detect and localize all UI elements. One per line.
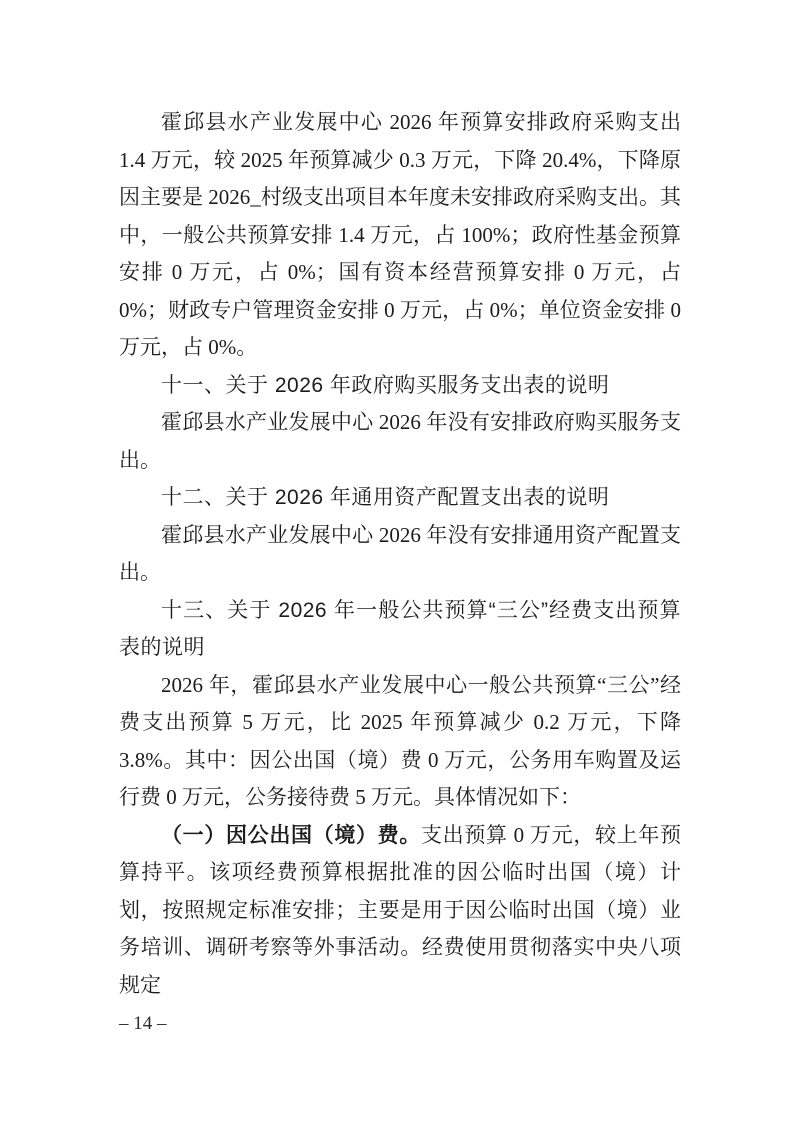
item-1-body: 支出预算 0 万元，较上年预算持平。该项经费预算根据批准的因公临时出国（境）计划，按照规定标准安排；主要是用于因公临时出国（境）业务培训、调研考察等外事活动。经费使用贯彻落实中央八项规定 [119,822,681,997]
heading-section-13: 十三、关于 2026 年一般公共预算“三公”经费支出预算表的说明 [119,598,681,659]
heading-section-12: 十二、关于 2026 年通用资产配置支出表的说明 [161,486,610,509]
paragraph-item-1-outbound-travel [119,817,681,1005]
item-1-lead: （一）因公出国（境）费。 [161,823,421,847]
paragraph-section-11: 霍邱县水产业发展中心 2026 年没有安排政府购买服务支出。 [119,410,681,472]
heading-section-11: 十一、关于 2026 年政府购买服务支出表的说明 [161,373,610,397]
paragraph-section-12: 霍邱县水产业发展中心 2026 年没有安排通用资产配置支出。 [119,522,681,584]
page-number: – 14 – [119,1013,167,1034]
page-content [119,104,681,1004]
paragraph-gov-procurement: 霍邱县水产业发展中心 2026 年预算安排政府采购支出 1.4 万元，较 2025 年预算减少 0.3 万元，下降 20.4%，下降原因主要是 2026_村级支出项目本年度未安排政府采购支出。其中，一般公共预算安排 1.4 万元，占 100%；政府性基金预算安排 0 万元，占 0%；国有资本经营预算安排 0 万元，占 0%；财政专户管理资金安排 0 万元，占 0%；单位资金安排 0 万元，占 0%。 [119,110,681,359]
paragraph-section-13: 2026 年，霍邱县水产业发展中心一般公共预算“三公”经费支出预算 5 万元，比 2025 年预算减少 0.2 万元，下降 3.8%。其中：因公出国（境）费 0 万元，公务用车购置及运行费 0 万元，公务接待费 5 万元。具体情况如下： [119,672,681,809]
